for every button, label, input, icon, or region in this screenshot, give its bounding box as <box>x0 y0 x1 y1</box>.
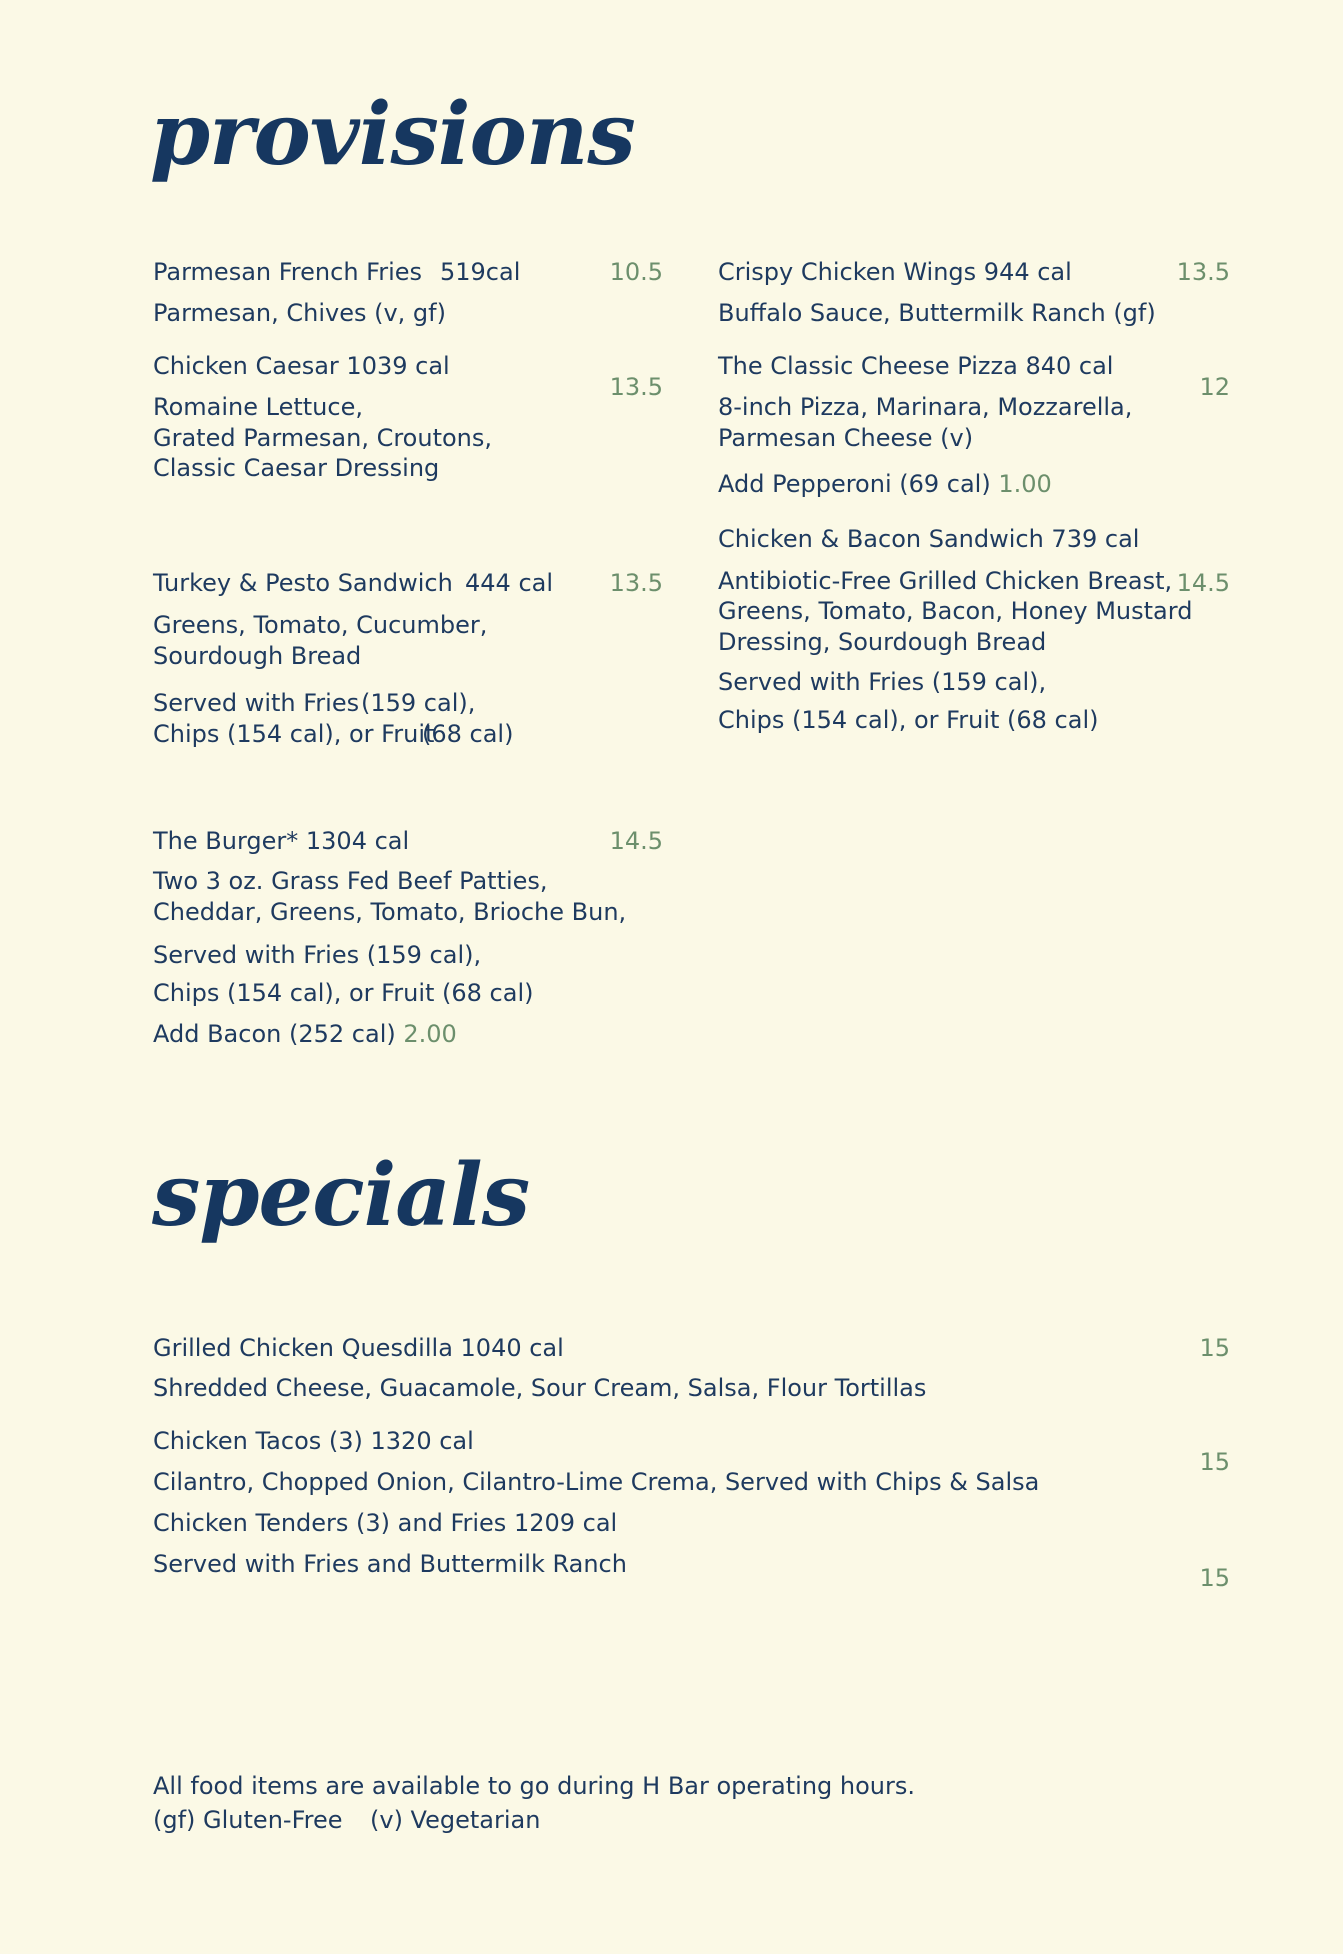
item-price: 12 <box>1199 373 1230 401</box>
item-name: Turkey & Pesto Sandwich <box>153 569 453 597</box>
item-name: Grilled Chicken Quesdilla 1040 cal <box>153 1334 564 1362</box>
item-name: The Classic Cheese Pizza 840 cal <box>718 352 1114 380</box>
legend-vegetarian: (v) Vegetarian <box>370 1806 541 1834</box>
item-price: 15 <box>1199 1564 1230 1592</box>
addon-label: Add Bacon (252 cal) <box>153 1020 396 1048</box>
item-description: Greens, Tomato, Cucumber, <box>153 611 488 639</box>
item-sides: Chips (154 cal), or Fruit (68 cal) <box>153 979 534 1007</box>
specials-heading: specials <box>152 1145 530 1246</box>
item-sides: Served with Fries (159 cal), <box>718 668 1047 696</box>
item-sides: (68 cal) <box>422 720 514 748</box>
item-addon <box>718 469 1052 500</box>
item-description: Antibiotic-Free Grilled Chicken Breast, <box>718 567 1173 595</box>
item-calories: 444 cal <box>465 569 554 597</box>
item-description: Dressing, Sourdough Bread <box>718 628 1047 656</box>
item-sides: Chips (154 cal), or Fruit <box>153 720 435 748</box>
item-name: Chicken Tenders (3) and Fries 1209 cal <box>153 1509 618 1537</box>
addon-price: 1.00 <box>998 470 1052 498</box>
item-description: Parmesan Cheese (v) <box>718 424 974 452</box>
item-price: 15 <box>1199 1448 1230 1476</box>
item-description: 8-inch Pizza, Marinara, Mozzarella, <box>718 393 1133 421</box>
item-description: Served with Fries and Buttermilk Ranch <box>153 1550 627 1578</box>
provisions-heading: provisions <box>150 84 635 185</box>
item-description: Shredded Cheese, Guacamole, Sour Cream, Salsa, Flour Tortillas <box>153 1374 927 1402</box>
legend-gluten-free: (gf) Gluten-Free <box>153 1806 343 1834</box>
item-name: Chicken Tacos (3) 1320 cal <box>153 1427 474 1455</box>
item-description: Grated Parmesan, Croutons, <box>153 424 493 452</box>
item-price: 13.5 <box>609 373 663 401</box>
item-description: Two 3 oz. Grass Fed Beef Patties, <box>153 867 548 895</box>
item-description: Greens, Tomato, Bacon, Honey Mustard <box>718 597 1193 625</box>
item-sides: (159 cal), <box>361 689 476 717</box>
item-name: The Burger* 1304 cal <box>153 827 410 855</box>
item-description: Classic Caesar Dressing <box>153 454 440 482</box>
item-sides: Chips (154 cal), or Fruit (68 cal) <box>718 706 1099 734</box>
addon-label: Add Pepperoni (69 cal) <box>718 470 991 498</box>
item-price: 10.5 <box>609 258 663 286</box>
item-name: Parmesan French Fries <box>153 258 423 286</box>
item-addon <box>153 1019 457 1050</box>
item-price: 15 <box>1199 1334 1230 1362</box>
item-name: Crispy Chicken Wings 944 cal <box>718 258 1072 286</box>
item-price: 14.5 <box>609 827 663 855</box>
item-description: Romaine Lettuce, <box>153 393 363 421</box>
footer-note: All food items are available to go during H Bar operating hours. <box>153 1772 915 1800</box>
addon-price: 2.00 <box>403 1020 457 1048</box>
item-name: Chicken & Bacon Sandwich 739 cal <box>718 525 1140 553</box>
item-description: Cilantro, Chopped Onion, Cilantro-Lime Crema, Served with Chips & Salsa <box>153 1468 1040 1496</box>
item-description: Cheddar, Greens, Tomato, Brioche Bun, <box>153 898 627 926</box>
item-description: Sourdough Bread <box>153 642 362 670</box>
item-sides: Served with Fries <box>153 689 360 717</box>
item-price: 14.5 <box>1176 569 1230 597</box>
item-description: Buffalo Sauce, Buttermilk Ranch (gf) <box>718 299 1156 327</box>
item-sides: Served with Fries (159 cal), <box>153 941 482 969</box>
item-price: 13.5 <box>1176 258 1230 286</box>
item-calories: 519cal <box>440 258 521 286</box>
item-description: Parmesan, Chives (v, gf) <box>153 299 446 327</box>
item-name: Chicken Caesar 1039 cal <box>153 352 450 380</box>
item-price: 13.5 <box>609 569 663 597</box>
